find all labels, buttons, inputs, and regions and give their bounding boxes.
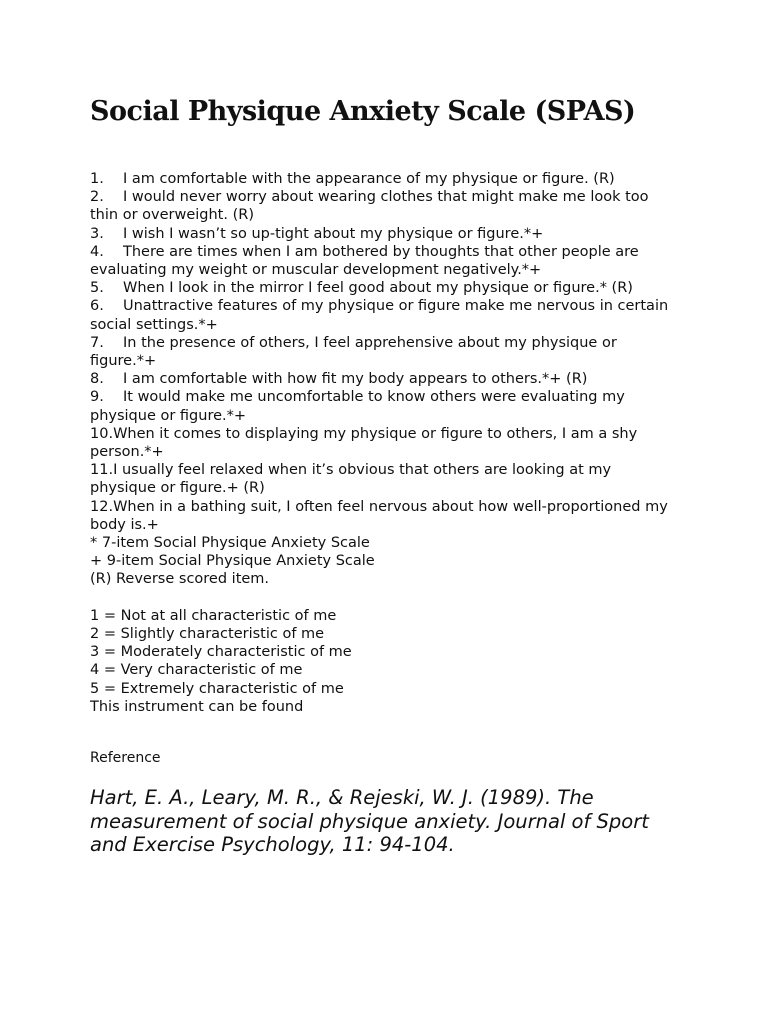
item-number: 4.: [90, 243, 104, 260]
list-item: [90, 170, 680, 188]
scale-note: * 7-item Social Physique Anxiety Scale: [90, 535, 370, 552]
list-item: [90, 279, 680, 297]
item-text: When I look in the mirror I feel good about my physique or figure.* (R): [123, 280, 633, 297]
item-number: 1.: [90, 171, 104, 187]
list-item: [90, 388, 680, 424]
item-text: I usually feel relaxed when it’s obvious that others are looking at my physique or figure.+ (R): [90, 462, 612, 497]
reference-heading: Reference: [90, 750, 161, 766]
item-number: 12.: [90, 498, 114, 515]
list-item: [90, 297, 680, 333]
list-item: [90, 425, 680, 461]
list-item: [90, 334, 680, 370]
item-number: 6.: [90, 298, 104, 315]
item-text: When it comes to displaying my physique or figure to others, I am a shy person.*+: [90, 425, 638, 461]
item-number: 8.: [90, 371, 104, 388]
item-number: 3.: [90, 225, 104, 242]
item-text: It would make me uncomfortable to know others were evaluating my physique or figure.*+: [90, 389, 625, 424]
item-text: I would never worry about wearing clothes that might make me look too thin or overweight. (R): [90, 189, 649, 224]
list-item: [90, 243, 680, 279]
reference-citation: Hart, E. A., Leary, M. R., & Rejeski, W. J. (1989). The measurement of social physique anxiety. Journal of Sport and Exercise Psychology, 11: 94-104.: [90, 786, 649, 857]
questionnaire-body: [90, 170, 680, 716]
list-item: [90, 498, 680, 534]
rating-scale-item: 5 = Extremely characteristic of me: [90, 680, 344, 697]
scale-note: (R) Reverse scored item.: [90, 571, 270, 588]
rating-scale-item: 2 = Slightly characteristic of me: [90, 626, 325, 643]
rating-scale-item: 4 = Very characteristic of me: [90, 662, 303, 679]
item-text: In the presence of others, I feel apprehensive about my physique or figure.*+: [90, 334, 617, 370]
blank-line: [90, 589, 680, 607]
item-number: 7.: [90, 334, 104, 351]
document-title: Social Physique Anxiety Scale (SPAS): [90, 96, 636, 127]
rating-scale-item: 1 = Not at all characteristic of me: [90, 607, 337, 624]
item-text: There are times when I am bothered by thoughts that other people are evaluating my weight or muscular development negatively.*+: [90, 243, 639, 279]
item-text: When in a bathing suit, I often feel nervous about how well-proportioned my body is.+: [90, 498, 668, 533]
item-text: I am comfortable with how fit my body appears to others.*+ (R): [123, 371, 588, 388]
item-number: 9.: [90, 389, 104, 406]
item-number: 10.: [90, 425, 114, 442]
list-item: [90, 370, 680, 388]
instrument-note: This instrument can be found: [90, 698, 304, 715]
list-item: [90, 225, 680, 243]
list-item: [90, 461, 680, 497]
item-text: I wish I wasn’t so up-tight about my physique or figure.*+: [123, 225, 544, 242]
item-number: 2.: [90, 189, 104, 206]
rating-scale-item: 3 = Moderately characteristic of me: [90, 644, 352, 661]
item-text: I am comfortable with the appearance of my physique or figure. (R): [123, 171, 615, 187]
item-number: 5.: [90, 280, 104, 297]
list-item: [90, 188, 680, 224]
scale-note: + 9-item Social Physique Anxiety Scale: [90, 553, 375, 570]
item-text: Unattractive features of my physique or figure make me nervous in certain social settings.*+: [90, 298, 669, 333]
item-number: 11.: [90, 462, 114, 479]
